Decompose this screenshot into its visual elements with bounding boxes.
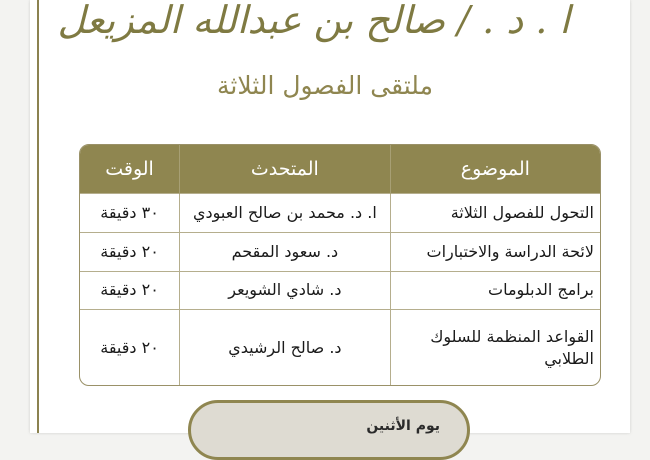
calligraphy-name: ا . د . / صالح بن عبدالله المزيعل: [57, 0, 570, 42]
table-header-row: [80, 145, 600, 194]
topic-cell: لائحة الدراسة والاختبارات: [390, 232, 600, 271]
decorative-side-line: [37, 0, 39, 433]
table-row: [80, 194, 600, 233]
schedule-table: [79, 144, 601, 386]
table-row: [80, 232, 600, 271]
time-cell: ٣٠ دقيقة: [80, 194, 180, 233]
table-row: [80, 310, 600, 385]
column-header-speaker: المتحدث: [180, 145, 391, 194]
time-cell: ٢٠ دقيقة: [80, 271, 180, 310]
speaker-cell: د. صالح الرشيدي: [180, 310, 391, 385]
forum-title: ملتقى الفصول الثلاثة: [217, 71, 433, 100]
topic-cell: برامج الدبلومات: [390, 271, 600, 310]
time-cell: ٢٠ دقيقة: [80, 310, 180, 385]
speaker-cell: ا. د. محمد بن صالح العبودي: [180, 194, 391, 233]
column-header-topic: الموضوع: [390, 145, 600, 194]
column-header-time: الوقت: [80, 145, 180, 194]
topic-cell: القواعد المنظمة للسلوك الطلابي: [390, 310, 600, 385]
day-label: يوم الأثنين: [366, 418, 440, 434]
speaker-cell: د. شادي الشويعر: [180, 271, 391, 310]
time-cell: ٢٠ دقيقة: [80, 232, 180, 271]
speaker-cell: د. سعود المقحم: [180, 232, 391, 271]
topic-cell: التحول للفصول الثلاثة: [390, 194, 600, 233]
table-row: [80, 271, 600, 310]
